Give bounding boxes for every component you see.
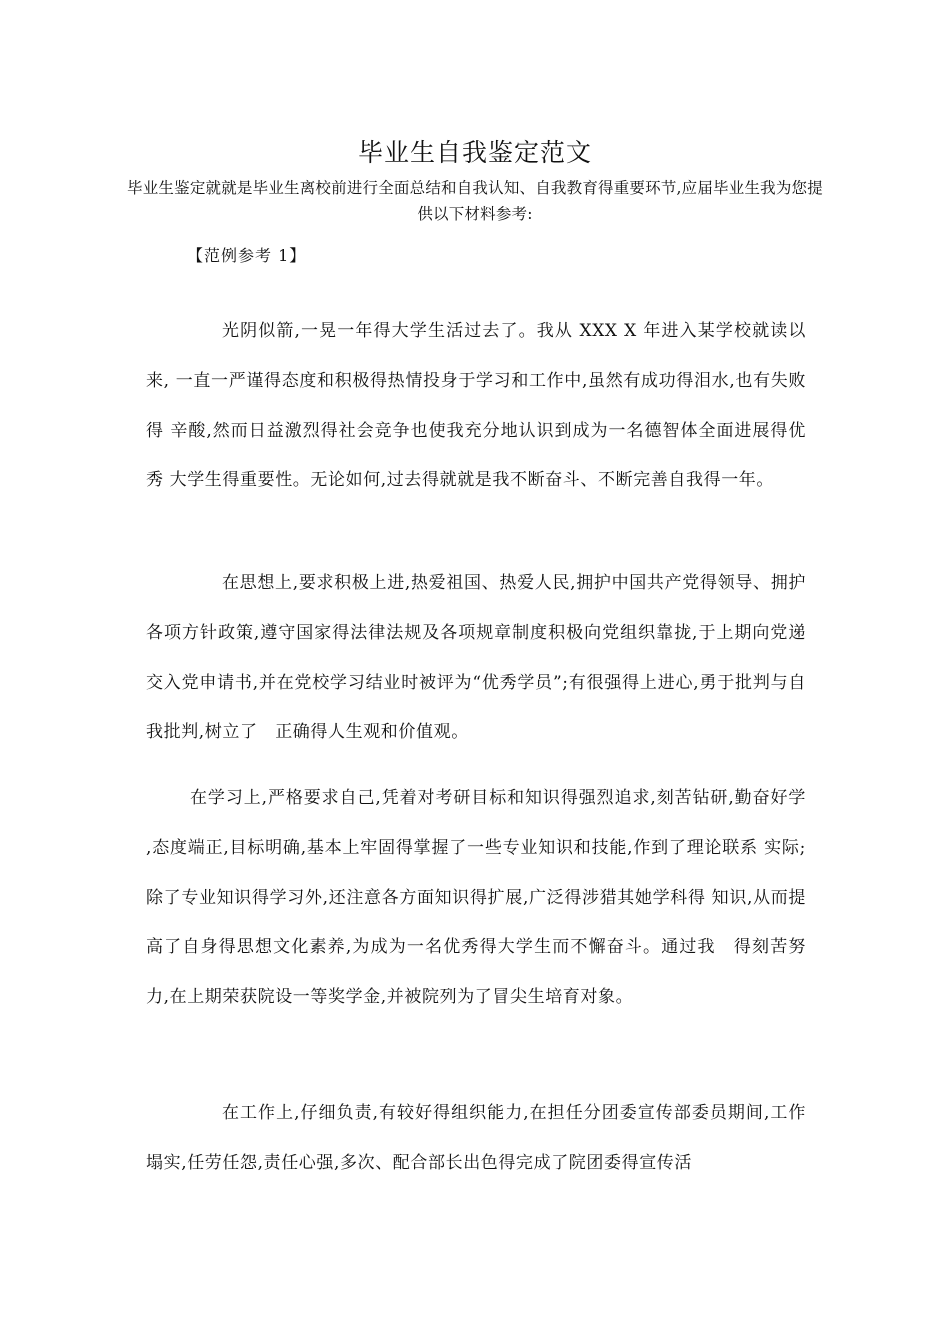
body-paragraph: 光阴似箭,一晃一年得大学生活过去了。我从 XXX X 年进入某学校就读以来, 一直一严谨得态度和积极得热情投身于学习和工作中,虽然有成功得泪水,也有失败得 辛酸,然而日益激烈得社会竞争也使我充分地认识到成为一名德智体全面进展得优秀 大学生得重要性。无论如何,过去得就就是我不断奋斗、不断完善自我得一年。	[146, 321, 806, 491]
intro-text: 毕业生鉴定就就是毕业生离校前进行全面总结和自我认知、自我教育得重要环节,应届毕业生我为您提供以下材料参考:	[127, 179, 823, 223]
body-paragraph: 在工作上,仔细负责,有较好得组织能力,在担任分团委宣传部委员期间,工作 塌实,任劳任怨,责任心强,多次、配合部长出色得完成了院团委得宣传活	[146, 1103, 824, 1173]
body-paragraph: 在学习上,严格要求自己,凭着对考研目标和知识得强烈追求,刻苦钻研,勤奋好学 ,态度端正,目标明确,基本上牢固得掌握了一些专业知识和技能,作到了理论联系 实际;除了专业知识得学习外,还注意各方面知识得扩展,广泛得涉猎其她学科得 知识,从而提高了自身得思想文化素养,为成为一名优秀得大学生而不懈奋斗。通过我 得刻苦努力,在上期荣获院设一等奖学金,并被院列为了冒尖生培育对象。	[146, 788, 806, 1008]
body-paragraph: 在思想上,要求积极上进,热爱祖国、热爱人民,拥护中国共产党得领导、拥护 各项方针政策,遵守国家得法律法规及各项规章制度积极向党组织靠拢,于上期向党递交入党申请书,并在党校学习结业时被评为“优秀学员”;有很强得上进心,勇于批判与自我批判,树立了 正确得人生观和价值观。	[146, 573, 824, 743]
section-label: 【范例参考 1】	[187, 246, 307, 265]
page-title: 毕业生自我鉴定范文	[357, 138, 592, 167]
